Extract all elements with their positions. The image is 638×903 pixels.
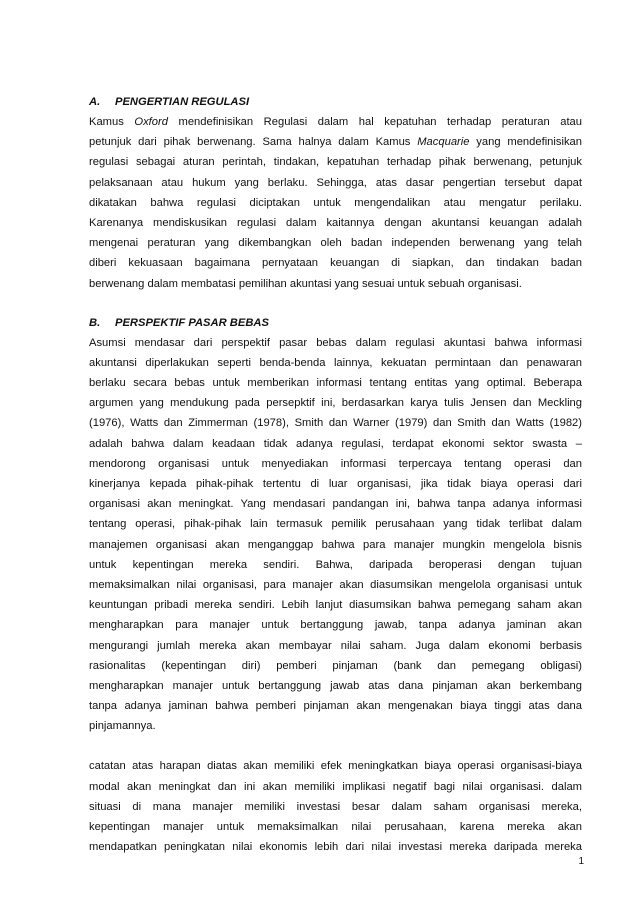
paragraph-line: tentang operasi, pihak-pihak lain termasuk pemilik perusahaan yang tidak terlibat dalam <box>89 518 582 531</box>
section-b-title: PERSPEKTIF PASAR BEBAS <box>115 316 269 329</box>
paragraph-line: regulasi sebagai aturan perintah, tindakan, kepatuhan terhadap pihak berwenang, petunjuk <box>89 156 582 169</box>
paragraph-line: organisasi akan meningkat. Yang mendasari pandangan ini, bahwa tanpa adanya informasi <box>89 498 582 511</box>
paragraph-line: mengharapkan manajer untuk bertanggung jawab atas dana pinjaman akan berkembang <box>89 679 582 692</box>
paragraph-line: kepentingan manajer untuk memaksimalkan nilai perusahaan, karena mereka akan <box>89 821 582 833</box>
paragraph-line: mendorong organisasi untuk menyediakan informasi terpercaya tentang operasi dan <box>89 457 582 470</box>
section-b-paragraph <box>89 333 582 737</box>
text-run: yang mendefinisikan <box>469 136 582 149</box>
paragraph-line: mengharapkan para manajer untuk bertanggung jawab, tanpa adanya jaminan akan <box>89 619 582 632</box>
section-b-heading <box>89 314 582 333</box>
paragraph-line: Karenanya mendiskusikan regulasi dalam kaitannya dengan akuntansi keuangan adalah <box>89 216 582 229</box>
section-a-paragraph <box>89 112 582 294</box>
section-a-number: A. <box>89 96 101 108</box>
paragraph-line: memaksimalkan nilai organisasi, para manajer akan diasumsikan mengelola organisasi untuk <box>89 578 582 591</box>
paragraph-line: kinerjanya kepada pihak-pihak tertentu di luar organisasi, jika tidak biaya operasi dari <box>89 478 582 490</box>
paragraph-spacer <box>89 736 582 756</box>
italic-term: Oxford <box>134 116 168 128</box>
text-run: Kamus <box>89 116 135 128</box>
paragraph-line: tanpa adanya jaminan bahwa pemberi pinjaman akan mengenakan biaya tinggi atas dana <box>89 700 582 713</box>
paragraph-line: argumen yang mendukung pada persepktif ini, berdasarkan karya tulis Jensen dan Meckling <box>89 397 582 410</box>
document-page <box>89 93 582 857</box>
section-spacer <box>89 294 582 314</box>
paragraph-line <box>89 112 582 132</box>
section-a-heading <box>89 93 582 112</box>
paragraph-line: mendapatkan peningkatan nilai ekonomis lebih dari nilai investasi mereka daripada mereka <box>89 841 582 854</box>
page-number: 1 <box>578 856 584 867</box>
paragraph-line: catatan atas harapan diatas akan memiliki efek meningkatkan biaya operasi organisasi-biaya <box>89 760 582 773</box>
paragraph-line: dikatakan bahwa regulasi diciptakan untuk mengendalikan atau mengatur perilaku. <box>89 196 582 209</box>
paragraph-line: manajemen organisasi akan menganggap bahwa para manajer mungkin mengelola bisnis <box>89 538 582 551</box>
italic-term: Macquarie <box>417 136 470 149</box>
section-b-number: B. <box>89 316 101 329</box>
paragraph-line: berwenang dalam membatasi pemilihan akuntasi yang sesuai untuk sebuah organisasi. <box>89 277 522 290</box>
paragraph-line: (1976), Watts dan Zimmerman (1978), Smith dan Warner (1979) dan Smith dan Watts (1982) <box>89 417 582 430</box>
paragraph-line: adalah bahwa dalam keadaan tidak adanya regulasi, terdapat ekonomi sektor swasta – <box>89 437 582 450</box>
paragraph-line: mengenai peraturan yang dikembangkan oleh badan independen berwenang yang telah <box>89 237 582 250</box>
paragraph-line: untuk kepentingan mereka sendiri. Bahwa, daripada beroperasi dengan tujuan <box>89 558 582 571</box>
paragraph-line: berlaku secara bebas untuk memberikan informasi tentang entitas yang optimal. Beberapa <box>89 377 582 390</box>
paragraph-line: akuntansi diperlakukan seperti benda-benda lainnya, kekuatan permintaan dan penawaran <box>89 356 582 369</box>
paragraph-line: mengurangi jumlah mereka akan membayar nilai saham. Juga dalam ekonomi berbasis <box>89 639 582 652</box>
paragraph-line: keuntungan pribadi mereka sendiri. Lebih lanjut diasumsikan bahwa pemegang saham akan <box>89 599 582 612</box>
text-run: petunjuk dari pihak berwenang. Sama halnya dalam Kamus <box>89 136 418 149</box>
paragraph-line: Asumsi mendasar dari perspektif pasar bebas dalam regulasi akuntasi bahwa informasi <box>89 336 582 349</box>
paragraph-line: rasionalitas (kepentingan diri) pemberi pinjaman (bank dan pemegang obligasi) <box>89 659 582 672</box>
continuation-paragraph <box>89 756 582 857</box>
section-a-title: PENGERTIAN REGULASI <box>115 96 250 108</box>
text-run: mendefinisikan Regulasi dalam hal kepatuhan terhadap peraturan atau <box>167 116 582 128</box>
paragraph-line: modal akan meningkat dan ini akan memiliki implikasi negatif bagi nilai organisasi. dalam <box>89 780 582 793</box>
paragraph-line: situasi di mana manajer memiliki investasi besar dalam saham organisasi mereka, <box>89 800 582 813</box>
paragraph-line: pinjamannya. <box>89 720 156 733</box>
paragraph-line: diberi kekuasaan bagaimana pernyataan keuangan di siapkan, dan tindakan badan <box>89 257 582 270</box>
paragraph-line: pelaksanaan atau hukum yang berlaku. Sehingga, atas dasar pengertian tersebut dapat <box>89 176 582 189</box>
paragraph-line <box>89 132 582 152</box>
